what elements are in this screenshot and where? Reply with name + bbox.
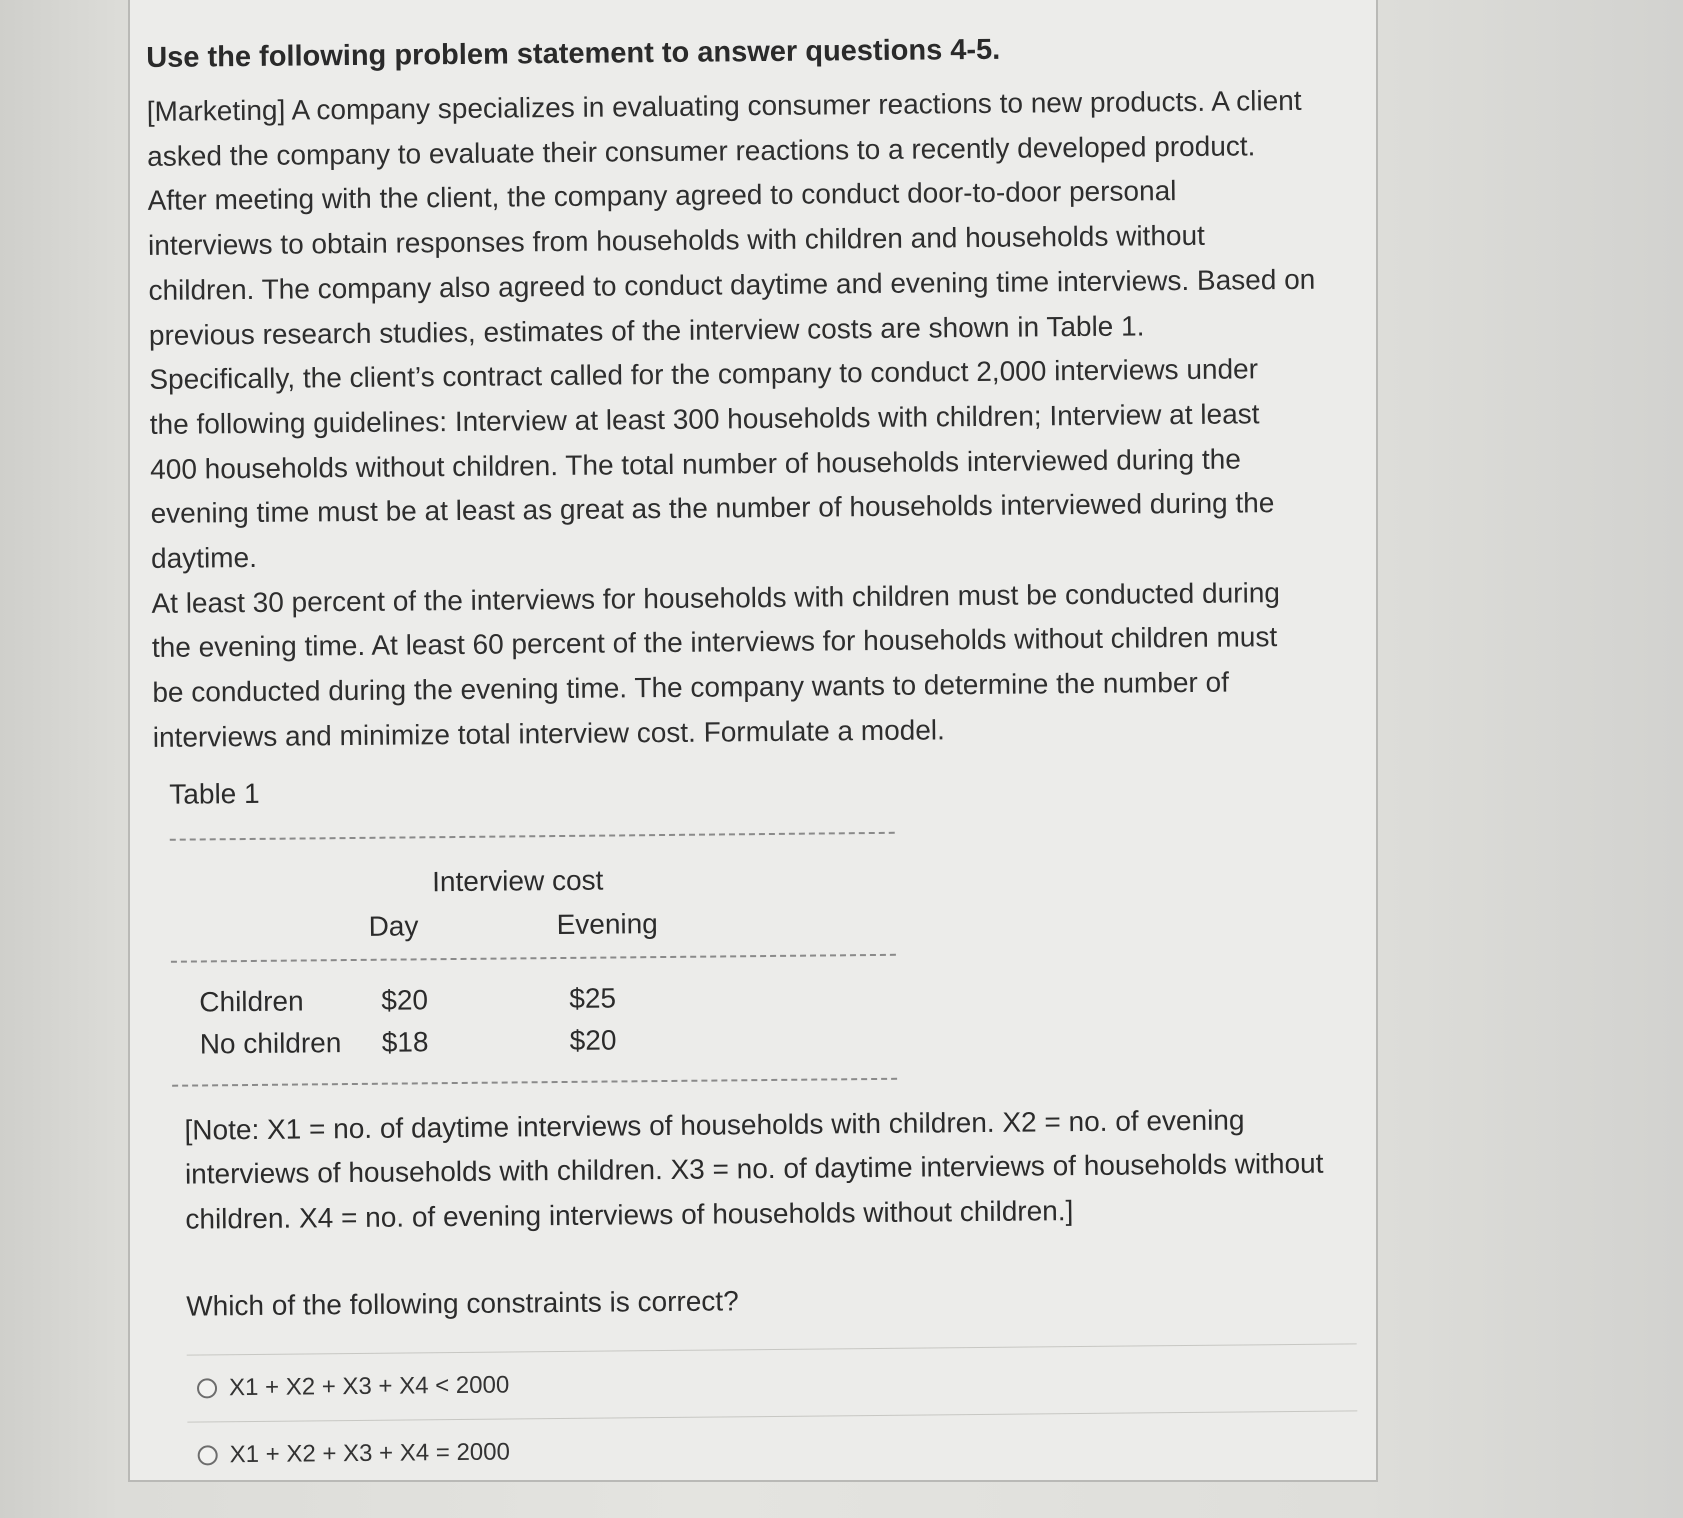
table-caption: Table 1 [169,777,260,810]
question-content [140,18,1374,1488]
problem-line: the following guidelines: Interview at least 300 households with children; Interview at least [149,398,1260,440]
table-rule [172,1077,897,1086]
table-row [171,979,931,1028]
answer-option[interactable] [197,1344,1374,1421]
day-cost: $20 [381,983,429,1016]
problem-line: interviews and minimize total interview cost. Formulate a model. [152,714,945,753]
note-line: children. X4 = no. of evening interviews of households without children.] [185,1195,1074,1235]
problem-line: At least 30 percent of the interviews for households with children must be conducted during [151,576,1281,619]
problem-line: [Marketing] A company specializes in evaluating consumer reactions to new products. A client [146,84,1302,127]
table-group-header: Interview cost [432,864,604,897]
problem-line: After meeting with the client, the company agreed to conduct door-to-door personal [147,175,1177,217]
table-column-evening: Evening [556,907,658,940]
problem-line: evening time must be at least as great as the number of households interviewed during the [150,487,1275,530]
evening-cost: $25 [569,982,617,1014]
row-label: Children [199,985,304,1018]
cost-table [148,827,1370,1087]
question-prompt: Which of the following constraints is correct? [186,1284,739,1322]
answer-options [153,1343,1374,1489]
day-cost: $18 [381,1025,429,1058]
problem-line: previous research studies, estimates of the interview costs are shown in Table 1. [148,309,1145,351]
note-line: interviews of households with children. X3 = no. of daytime interviews of households without [184,1147,1324,1190]
radio-button[interactable] [197,1378,217,1398]
radio-button[interactable] [198,1445,218,1465]
answer-option[interactable] [197,1411,1374,1488]
problem-line: the evening time. At least 60 percent of the interviews for households without children must [151,621,1278,664]
row-label: No children [199,1026,342,1060]
table-header [170,833,931,960]
variable-note [184,1097,1365,1242]
problem-line: children. The company also agreed to conduct daytime and evening time interviews. Based on [148,263,1316,306]
evening-cost: $20 [569,1024,617,1056]
question-card [128,0,1378,1482]
table-row [172,1021,932,1070]
option-label[interactable]: X1 + X2 + X3 + X4 < 2000 [228,1371,510,1401]
problem-statement [141,78,1367,760]
problem-line: 400 households without children. The total number of households interviewed during the [150,443,1241,485]
problem-line: asked the company to evaluate their consumer reactions to a recently developed product. [147,130,1256,172]
note-line: [Note: X1 = no. of daytime interviews of households with children. X2 = no. of evening [184,1103,1245,1146]
problem-line: interviews to obtain responses from households with children and households without [147,219,1206,262]
problem-heading: Use the following problem statement to answer questions 4-5. [146,33,1001,74]
problem-line: daytime. [150,541,258,574]
table-column-day: Day [368,909,419,942]
problem-line: Specifically, the client’s contract called for the company to conduct 2,000 interviews under [149,353,1259,396]
table-body [171,955,932,1070]
problem-line: be conducted during the evening time. The company wants to determine the number of [152,666,1230,709]
option-label[interactable]: X1 + X2 + X3 + X4 = 2000 [229,1438,511,1468]
